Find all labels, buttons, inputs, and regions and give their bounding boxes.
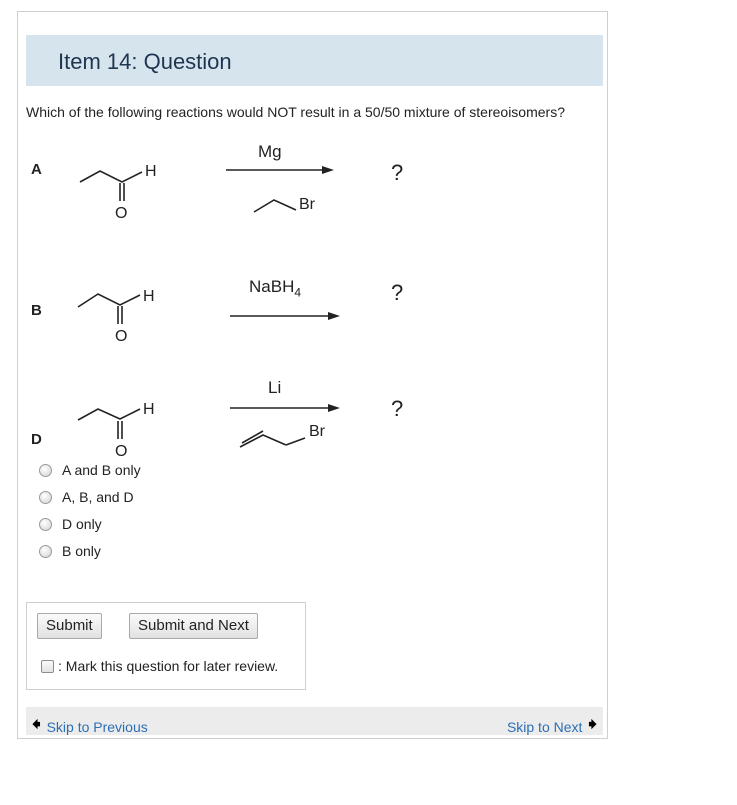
question-text: Which of the following reactions would NOT result in a 50/50 mixture of stereoisomers? [26,104,565,120]
arrow-right-icon: 🠺 [588,715,597,734]
reaction-a-reagent-bottom: Br [299,196,315,213]
question-panel [17,11,608,739]
choice-radio[interactable] [39,491,52,504]
choice-label: D only [62,516,102,532]
aldehyde-b-h: H [143,288,155,305]
skip-to-next-link[interactable] [507,712,597,741]
page-title: Item 14: Question [58,49,232,74]
choice-a-and-b-only[interactable] [39,460,141,480]
aldehyde-b-structure [78,270,168,350]
choice-radio[interactable] [39,464,52,477]
reaction-d-reagent-top: Li [268,378,282,397]
mark-review-checkbox[interactable] [41,660,54,673]
choice-radio[interactable] [39,545,52,558]
reaction-d-reagent-bottom: Br [309,423,325,440]
reaction-a-reagent-top: Mg [258,142,282,161]
mark-review-label: : Mark this question for later review. [58,658,279,674]
choice-d-only[interactable] [39,514,102,534]
mark-review-row[interactable] [41,658,278,674]
choice-label: A, B, and D [62,489,134,505]
title-bar [26,35,603,86]
choice-a-b-and-d[interactable] [39,487,134,507]
aldehyde-d-structure [78,383,168,463]
reaction-a-product: ? [391,160,404,185]
reaction-d-label: D [31,431,42,448]
skip-to-previous-link[interactable] [32,712,148,741]
reaction-a-arrow [226,162,346,222]
skip-to-previous-label: Skip to Previous [46,718,148,735]
reaction-b-arrow [230,308,350,328]
reaction-d-arrow [230,400,350,460]
submit-area [26,602,306,690]
choice-b-only[interactable] [39,541,101,561]
reaction-b-product: ? [391,280,404,305]
submit-button[interactable]: Submit [37,613,102,639]
reaction-a-label: A [31,161,42,178]
choice-radio[interactable] [39,518,52,531]
aldehyde-d-h: H [143,401,155,418]
navigation-bar [26,707,603,735]
aldehyde-b-o: O [115,328,128,345]
reaction-b-reagent-top [249,277,301,299]
aldehyde-a-h: H [145,163,157,180]
reaction-d-product: ? [391,396,404,421]
submit-and-next-button[interactable]: Submit and Next [129,613,258,639]
skip-to-next-label: Skip to Next [506,718,583,735]
reaction-b-reagent-sub: 4 [294,285,302,300]
aldehyde-a-o: O [115,205,128,222]
choice-label: A and B only [62,462,141,478]
choice-label: B only [62,543,101,559]
reaction-b-label: B [31,302,42,319]
arrow-left-icon: 🠸 [32,715,41,734]
aldehyde-d-o: O [115,443,128,460]
reaction-b-reagent-main: NaBH [249,277,295,296]
aldehyde-a-structure [80,145,170,225]
